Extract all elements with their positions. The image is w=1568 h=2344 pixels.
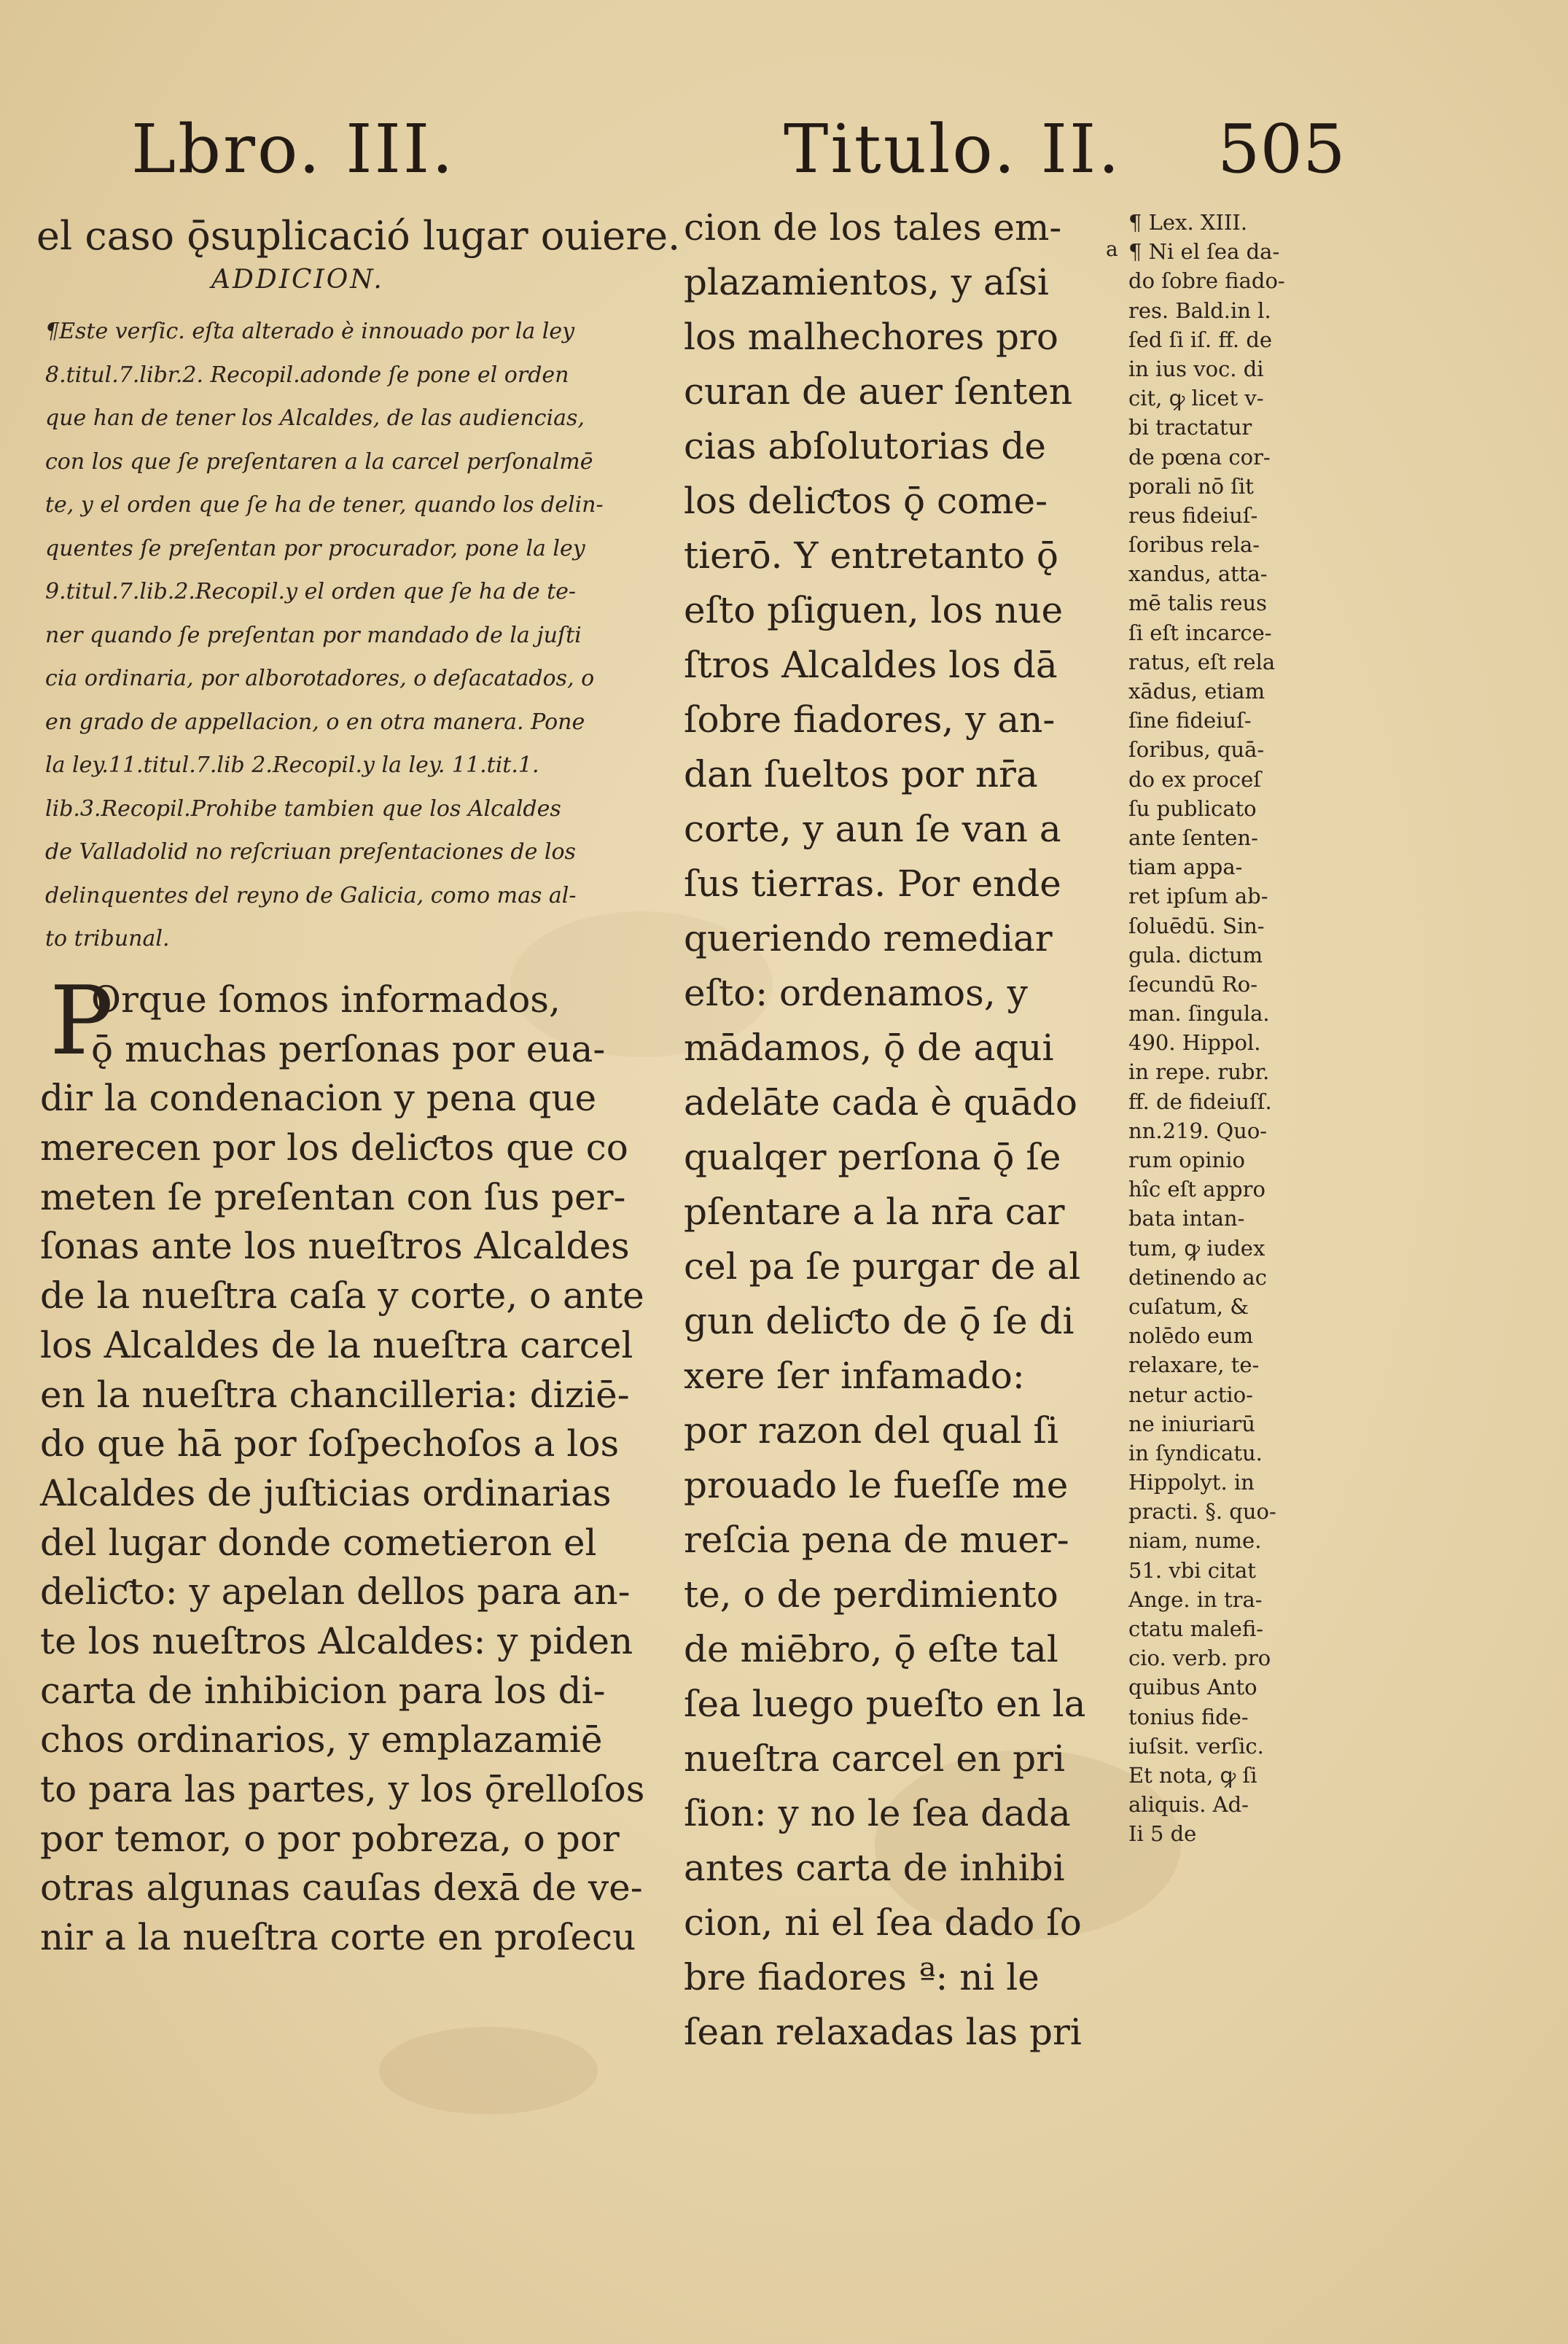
text-line: que han de tener los Alcaldes, de las audiencias,	[45, 405, 585, 431]
text-line: iuſsit. verſic.	[1128, 1733, 1264, 1759]
addition-heading: ADDICION.	[211, 265, 384, 295]
paper-stain	[379, 2027, 598, 2114]
text-line: in ius voc. di	[1128, 356, 1264, 381]
text-line: con los que ſe preſentaren a la carcel perſonalmē	[45, 448, 593, 475]
text-line: ſtros Alcaldes los dā	[684, 644, 1058, 686]
text-line: in repe. rubr.	[1128, 1059, 1270, 1085]
text-line: to tribunal.	[45, 926, 170, 951]
text-line: en grado de appellacion, o en otra manera. Pone	[45, 709, 585, 735]
text-line: meten ſe preſentan con ſus per-	[40, 1175, 626, 1218]
text-line: Ange. in tra-	[1128, 1586, 1263, 1612]
text-line: ſoribus, quā-	[1128, 737, 1265, 763]
text-line: ret ipſum ab-	[1128, 884, 1268, 909]
middle-column-text	[684, 200, 1085, 2060]
text-line: netur actio-	[1128, 1382, 1253, 1407]
text-line: corte, y aun ſe van a	[684, 808, 1061, 850]
text-line: en la nueſtra chancilleria: diziē-	[40, 1373, 630, 1416]
text-line: gun deliƈto de ǭ ſe di	[684, 1300, 1074, 1342]
text-line: chos ordinarios, y emplazamiē	[40, 1718, 603, 1761]
text-line: otras algunas cauſas dexā de ve-	[40, 1866, 643, 1909]
text-line: nolēdo eum	[1128, 1323, 1254, 1349]
text-line: quentes ſe preſentan por procurador, pone la ley	[45, 535, 585, 561]
text-line: lib.3.Recopil.Prohibe tambien que los Alcaldes	[45, 795, 561, 822]
text-line: de miēbro, ǭ eſte tal	[684, 1628, 1058, 1670]
text-line: cias abſolutorias de	[684, 425, 1047, 467]
text-line: hîc eſt appro	[1128, 1177, 1265, 1202]
left-column-text	[40, 976, 644, 1963]
text-line: practi. §. quo-	[1128, 1499, 1276, 1525]
text-line: ſecundū Ro-	[1128, 971, 1258, 997]
text-line: dir la condenacion y pena que	[40, 1077, 597, 1120]
text-line: los deliƈtos ǭ come-	[684, 480, 1048, 522]
text-line: deliƈto: y apelan dellos para an-	[40, 1570, 631, 1613]
text-line: ne iniuriarū	[1128, 1411, 1255, 1436]
side-notes-text	[1128, 208, 1285, 1849]
text-line: te, y el orden que ſe ha de tener, quando los delin-	[45, 492, 604, 518]
text-line: bata intan-	[1128, 1206, 1245, 1231]
text-line: man. ſingula.	[1128, 1001, 1270, 1027]
text-line: delinquentes del reyno de Galicia, como mas al-	[45, 882, 577, 908]
text-line: antes carta de inhibi	[684, 1847, 1065, 1889]
text-line: Ii 5 de	[1128, 1821, 1197, 1847]
text-line: rum opinio	[1128, 1148, 1245, 1172]
note-marker: a	[1106, 237, 1118, 261]
text-line: do ſobre fiado-	[1128, 268, 1285, 294]
text-line: ſion: y no le ſea dada	[684, 1792, 1071, 1834]
text-line: xādus, etiam	[1128, 679, 1265, 704]
text-line: tierō. Y entretanto ǭ	[684, 534, 1059, 577]
text-line: 51. vbi citat	[1128, 1557, 1256, 1583]
text-line: ¶ Lex. XIII.	[1128, 210, 1248, 235]
drop-capital: P	[50, 965, 114, 1076]
text-line: detinendo ac	[1128, 1264, 1267, 1290]
folio-number: 505	[1217, 110, 1346, 188]
left-first-line: el caso ǭsuplicació lugar ouiere.	[36, 213, 681, 259]
text-line: cel pa ſe purgar de al	[684, 1245, 1081, 1288]
text-line: por temor, o por pobreza, o por	[40, 1817, 620, 1860]
text-line: 490. Hippol.	[1128, 1030, 1261, 1056]
text-line: 9.titul.7.lib.2.Recopil.y el orden que ſe ha de te-	[45, 579, 577, 604]
text-line: ſed ſi iſ. ff. de	[1128, 327, 1273, 352]
text-line: tiam appa-	[1128, 854, 1243, 880]
text-line: de Valladolid no reſcriuan preſentaciones de los	[45, 839, 576, 865]
text-line: prouado le fueſſe me	[684, 1464, 1069, 1506]
text-line: cuſatum, &	[1128, 1293, 1249, 1319]
text-line: ner quando ſe preſentan por mandado de la juſti	[45, 622, 582, 648]
text-line: nueſtra carcel en pri	[684, 1737, 1065, 1780]
text-line: plazamientos, y aſsi	[684, 261, 1049, 303]
text-line: ſobre fiadores, y an-	[684, 698, 1056, 741]
text-line: nn.219. Quo-	[1128, 1118, 1268, 1143]
text-line: tum, ꝙ iudex	[1128, 1235, 1265, 1261]
text-line: ¶Este verſic. eſta alterado è innouado por la ley	[45, 319, 575, 344]
running-head-book: Lbro. III.	[131, 110, 456, 188]
text-line: ante ſenten-	[1128, 825, 1258, 850]
text-line: Alcaldes de juſticias ordinarias	[40, 1471, 612, 1514]
text-line: ff. de fideiuſſ.	[1128, 1089, 1272, 1114]
text-line: gula. dictum	[1128, 942, 1263, 967]
text-line: ſea luego pueſto en la	[684, 1683, 1086, 1725]
text-line: cia ordinaria, por alborotadores, o deſacatados, o	[45, 666, 595, 691]
text-line: ſine fideiuſ-	[1128, 708, 1252, 733]
text-line: do ex proceſ	[1128, 766, 1262, 792]
text-line: Hippolyt. in	[1128, 1470, 1255, 1495]
text-line: cio. verb. pro	[1128, 1646, 1271, 1671]
text-line: queriendo remediar	[684, 917, 1053, 959]
text-line: ctatu malefi-	[1128, 1616, 1264, 1641]
text-line: nir a la nueſtra corte en proſecu	[40, 1916, 636, 1959]
text-line: te, o de perdimiento	[684, 1573, 1058, 1616]
text-line: ſoluēdū. Sin-	[1128, 913, 1265, 938]
text-line: 8.titul.7.libr.2. Recopil.adonde ſe pone el orden	[45, 362, 569, 388]
text-line: bre fiadores ª: ni le	[684, 1956, 1040, 1998]
text-line: Orque ſomos informados,	[91, 978, 561, 1021]
text-line: reſcia pena de muer-	[684, 1519, 1069, 1561]
text-line: qualqer perſona ǭ ſe	[684, 1136, 1061, 1178]
text-line: eſto: ordenamos, y	[684, 972, 1028, 1014]
text-line: cion de los tales em-	[684, 206, 1062, 249]
text-line: ſus tierras. Por ende	[684, 863, 1061, 905]
text-line: la ley.11.titul.7.lib 2.Recopil.y la ley. 11.tit.1.	[45, 752, 539, 778]
text-line: por razon del qual ſi	[684, 1409, 1059, 1452]
text-line: ¶ Ni el ſea da-	[1128, 239, 1280, 265]
text-line: relaxare, te-	[1128, 1352, 1260, 1378]
text-line: reus fideiuſ-	[1128, 502, 1258, 528]
text-line: xandus, atta-	[1128, 561, 1268, 587]
text-line: ſu publicato	[1128, 795, 1257, 821]
text-line: merecen por los deliƈtos que co	[40, 1126, 628, 1169]
text-line: mē talis reus	[1128, 591, 1268, 616]
text-line: los Alcaldes de la nueſtra carcel	[40, 1323, 633, 1366]
text-line: eſto pſiguen, los nue	[684, 589, 1064, 631]
text-line: quibus Anto	[1128, 1675, 1257, 1700]
text-line: pſentare a la nr̄a car	[684, 1191, 1065, 1233]
text-line: te los nueſtros Alcaldes: y piden	[40, 1619, 633, 1662]
text-line: bi tractatur	[1128, 415, 1252, 440]
text-line: mādamos, ǭ de aqui	[684, 1027, 1054, 1069]
text-line: cion, ni el ſea dado ſo	[684, 1901, 1082, 1944]
text-line: ratus, eſt rela	[1128, 649, 1276, 674]
text-line: carta de inhibicion para los di-	[40, 1669, 606, 1712]
text-line: adelāte cada è quādo	[684, 1081, 1077, 1124]
text-line: ſean relaxadas las pri	[684, 2011, 1082, 2053]
text-line: to para las partes, y los ǭrelloſos	[40, 1768, 645, 1810]
text-line: in ſyndicatu.	[1128, 1440, 1263, 1465]
text-line: los malhechores pro	[684, 316, 1059, 358]
text-line: aliquis. Ad-	[1128, 1792, 1249, 1818]
text-line: curan de auer ſenten	[684, 370, 1073, 413]
text-line: ſi eſt incarce-	[1128, 620, 1272, 645]
text-line: do que hā por ſoſpechoſos a los	[40, 1422, 620, 1465]
addition-text	[45, 310, 604, 961]
text-line: de la nueſtra caſa y corte, o ante	[40, 1274, 644, 1317]
text-line: del lugar donde cometieron el	[40, 1521, 597, 1564]
text-line: cit, ꝙ licet v-	[1128, 386, 1264, 411]
text-line: porali nō ſit	[1128, 473, 1254, 499]
text-line: ſoribus rela-	[1128, 532, 1260, 558]
text-line: Et nota, ꝙ ſi	[1128, 1762, 1257, 1788]
text-line: res. Bald.in l.	[1128, 297, 1271, 323]
text-line: ǭ muchas perſonas por eua-	[91, 1027, 606, 1070]
text-line: niam, nume.	[1128, 1528, 1262, 1554]
text-line: dan ſueltos por nr̄a	[684, 753, 1038, 795]
running-head-title: Titulo. II.	[784, 110, 1122, 188]
text-line: ſonas ante los nueſtros Alcaldes	[40, 1225, 630, 1268]
text-line: tonius fide-	[1128, 1704, 1249, 1729]
text-line: xere ſer infamado:	[684, 1355, 1025, 1397]
text-line: de pœna cor-	[1128, 444, 1271, 470]
